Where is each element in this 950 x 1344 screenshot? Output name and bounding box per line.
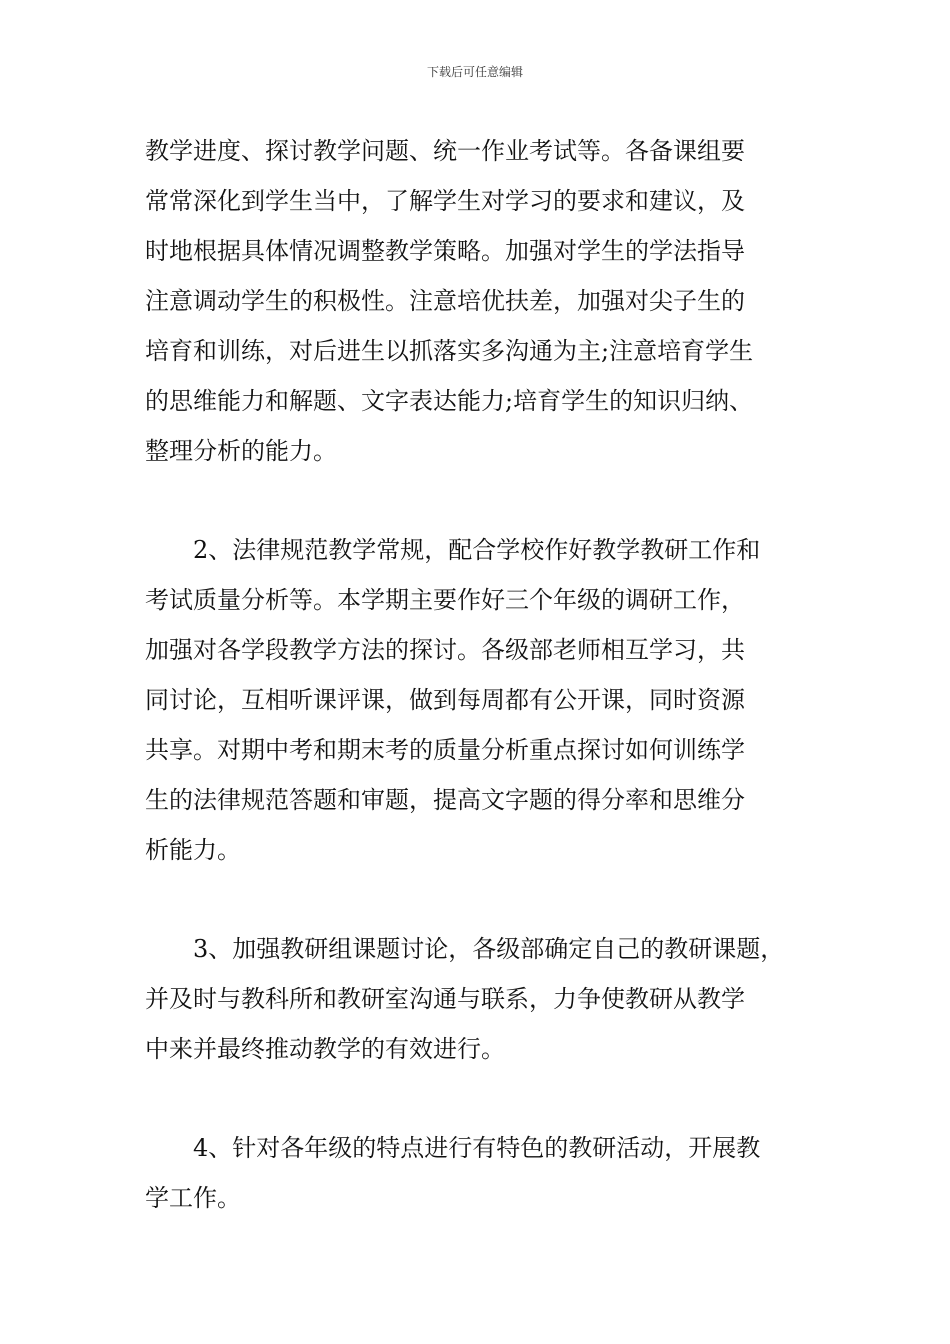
text-line: 时地根据具体情况调整教学策略。加强对学生的学法指导 [145,237,745,265]
text-line: 考试质量分析等。本学期主要作好三个年级的调研工作， [145,586,745,614]
paragraph-1 [145,126,825,476]
text-line: 教学进度、探讨教学问题、统一作业考试等。各备课组要 [145,137,745,165]
text-line: 生的法律规范答题和审题，提高文字题的得分率和思维分 [145,786,745,814]
text-line: 析能力。 [145,836,241,864]
text-line: 共享。对期中考和期末考的质量分析重点探讨如何训练学 [145,736,745,764]
text-line: 加强对各学段教学方法的探讨。各级部老师相互学习，共 [145,636,745,664]
paragraph-4 [145,1123,825,1223]
text-line: 整理分析的能力。 [145,437,337,465]
page-header: 下载后可任意编辑 [426,65,523,79]
text-line: 中来并最终推动教学的有效进行。 [145,1035,505,1063]
paragraph-spacer [145,875,825,924]
text-line: 同讨论，互相听课评课，做到每周都有公开课，同时资源 [145,686,745,714]
paragraph-3 [145,924,825,1074]
text-line: 培育和训练，对后进生以抓落实多沟通为主;注意培育学生 [145,337,754,365]
paragraph-spacer [145,476,825,525]
text-line: 学工作。 [145,1184,241,1212]
text-line: 并及时与教科所和教研室沟通与联系，力争使教研从教学 [145,985,745,1013]
text-line: 3、加强教研组课题讨论，各级部确定自己的教研课题， [193,935,785,963]
text-line: 的思维能力和解题、文字表达能力;培育学生的知识归纳、 [145,387,754,415]
paragraph-2 [145,525,825,875]
text-line: 2、法律规范教学常规，配合学校作好教学教研工作和 [193,536,761,564]
text-line: 4、针对各年级的特点进行有特色的教研活动，开展教 [193,1134,761,1162]
document-body [145,126,825,1223]
text-line: 注意调动学生的积极性。注意培优扶差，加强对尖子生的 [145,287,745,315]
text-line: 常常深化到学生当中，了解学生对学习的要求和建议，及 [145,187,745,215]
paragraph-spacer [145,1074,825,1123]
